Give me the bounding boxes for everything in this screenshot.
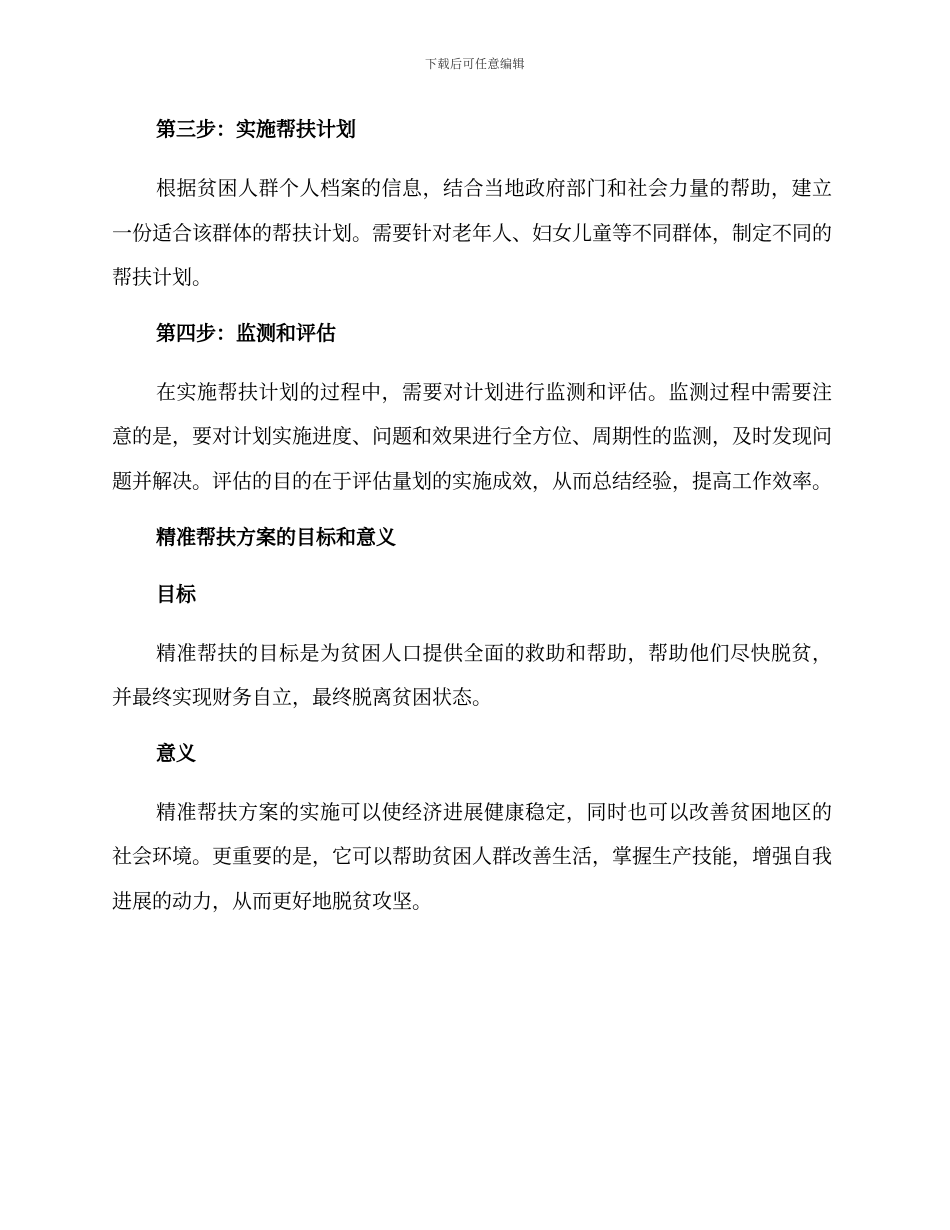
goal-heading: 目标 <box>156 581 196 606</box>
step4-heading: 第四步：监测和评估 <box>156 320 336 345</box>
step3-heading: 第三步：实施帮扶计划 <box>156 117 356 141</box>
header-note: 下载后可任意编辑 <box>424 57 525 71</box>
meaning-paragraph: 精准帮扶方案的实施可以使经济进展健康稳定，同时也可以改善贫困地区的社会环境。更重要的是，它可以帮助贫困人群改善生活，掌握生产技能，增强自我进展的动力，从而更好地脱贫攻坚。 <box>112 799 832 913</box>
goal-meaning-heading: 精准帮扶方案的目标和意义 <box>156 524 396 549</box>
step3-paragraph: 根据贫困人群个人档案的信息，结合当地政府部门和社会力量的帮助，建立一份适合该群体的帮扶计划。需要针对老年人、妇女儿童等不同群体，制定不同的帮扶计划。 <box>112 176 832 290</box>
goal-paragraph: 精准帮扶的目标是为贫困人口提供全面的救助和帮助，帮助他们尽快脱贫，并最终实现财务自立，最终脱离贫困状态。 <box>112 640 832 710</box>
step4-paragraph: 在实施帮扶计划的过程中，需要对计划进行监测和评估。监测过程中需要注意的是，要对计划实施进度、问题和效果进行全方位、周期性的监测，及时发现问题并解决。评估的目的在于评估量划的实施成效，从而总结经验，提高工作效率。 <box>112 379 832 493</box>
meaning-heading: 意义 <box>156 740 196 765</box>
document-content <box>112 109 832 937</box>
